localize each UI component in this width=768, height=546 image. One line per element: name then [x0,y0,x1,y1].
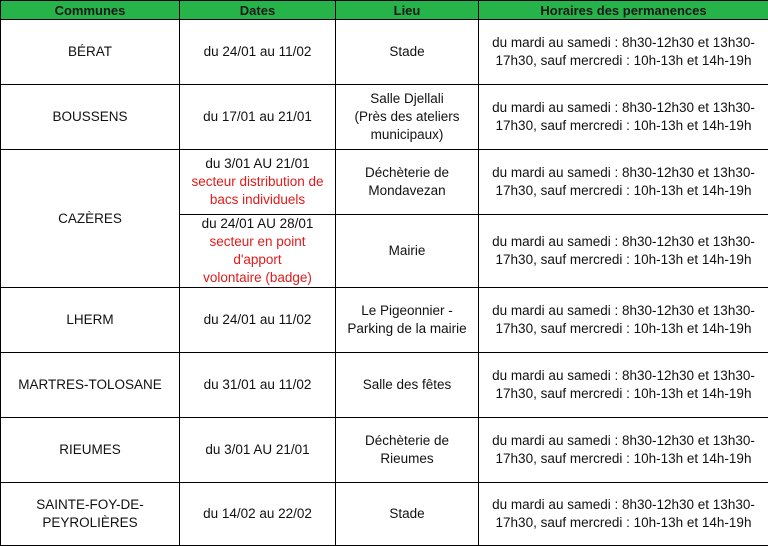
commune-cell: BOUSSENS [1,85,180,150]
horaires-line-2: 17h30, sauf mercredi : 10h-13h et 14h-19h [483,182,764,200]
commune-cell: BÉRAT [1,20,180,85]
dates-cell: du 17/01 au 21/01 [180,85,336,150]
horaires-cell [479,288,768,353]
lieu-line-1: Le Pigeonnier - [340,302,474,320]
horaires-cell [479,215,768,288]
dates-cell: du 24/01 au 11/02 [180,20,336,85]
table-row-sainte-foy-de-peyrolieres [1,483,768,546]
commune-cell: LHERM [1,288,180,353]
table-row-cazeres-a [1,150,768,215]
lieu-cell: Salle des fêtes [336,353,479,418]
horaires-line-1: du mardi au samedi : 8h30-12h30 et 13h30- [483,302,764,320]
lieu-line-2: Mondavezan [340,182,474,200]
commune-cell: CAZÈRES [1,150,180,288]
lieu-cell [336,150,479,215]
dates-cell: du 24/01 au 11/02 [180,288,336,353]
dates-cell: du 31/01 au 11/02 [180,353,336,418]
header-horaires: Horaires des permanences [479,1,768,20]
header-communes: Communes [1,1,180,20]
lieu-line-2: Parking de la mairie [340,320,474,338]
lieu-line-2: Rieumes [340,450,474,468]
horaires-line-2: 17h30, sauf mercredi : 10h-13h et 14h-19h [483,385,764,403]
lieu-cell: Mairie [336,215,479,288]
dates-text: du 24/01 AU 28/01 [184,215,331,233]
horaires-cell [479,483,768,546]
horaires-cell [479,418,768,483]
dates-cell: du 14/02 au 22/02 [180,483,336,546]
horaires-cell [479,150,768,215]
horaires-cell [479,353,768,418]
commune-cell: RIEUMES [1,418,180,483]
dates-cell [180,150,336,215]
commune-cell: MARTRES-TOLOSANE [1,353,180,418]
horaires-cell [479,20,768,85]
lieu-line-1: Déchèterie de [340,164,474,182]
secteur-note-line-1: secteur distribution de [184,173,331,191]
lieu-cell [336,418,479,483]
lieu-line-1: Salle Djellali [340,90,474,108]
commune-cell: SAINTE-FOY-DE-PEYROLIÈRES [1,483,180,546]
horaires-line-2: 17h30, sauf mercredi : 10h-13h et 14h-19h [483,52,764,70]
header-row [1,1,768,20]
horaires-line-2: 17h30, sauf mercredi : 10h-13h et 14h-19h [483,117,764,135]
lieu-cell [336,288,479,353]
horaires-line-1: du mardi au samedi : 8h30-12h30 et 13h30- [483,496,764,514]
horaires-line-1: du mardi au samedi : 8h30-12h30 et 13h30- [483,367,764,385]
dates-cell [180,215,336,288]
header-lieu: Lieu [336,1,479,20]
dates-cell: du 3/01 AU 21/01 [180,418,336,483]
lieu-line-2: (Près des ateliers [340,108,474,126]
horaires-line-1: du mardi au samedi : 8h30-12h30 et 13h30- [483,99,764,117]
horaires-line-2: 17h30, sauf mercredi : 10h-13h et 14h-19h [483,320,764,338]
horaires-cell [479,85,768,150]
horaires-line-2: 17h30, sauf mercredi : 10h-13h et 14h-19h [483,514,764,532]
horaires-line-1: du mardi au samedi : 8h30-12h30 et 13h30- [483,164,764,182]
lieu-cell: Stade [336,20,479,85]
horaires-line-1: du mardi au samedi : 8h30-12h30 et 13h30- [483,34,764,52]
table-row-lherm [1,288,768,353]
secteur-note-line-1: secteur en point d'apport [184,233,331,269]
table-row-rieumes [1,418,768,483]
lieu-line-3: municipaux) [340,126,474,144]
table-row-martres-tolosane [1,353,768,418]
horaires-line-1: du mardi au samedi : 8h30-12h30 et 13h30- [483,432,764,450]
horaires-line-2: 17h30, sauf mercredi : 10h-13h et 14h-19h [483,251,764,269]
horaires-line-1: du mardi au samedi : 8h30-12h30 et 13h30- [483,233,764,251]
secteur-note-line-2: bacs individuels [184,191,331,209]
dates-text: du 3/01 AU 21/01 [184,155,331,173]
lieu-cell: Stade [336,483,479,546]
lieu-cell [336,85,479,150]
horaires-line-2: 17h30, sauf mercredi : 10h-13h et 14h-19h [483,450,764,468]
secteur-note-line-2: volontaire (badge) [184,269,331,287]
table-row-boussens [1,85,768,150]
table-row-berat [1,20,768,85]
lieu-line-1: Déchèterie de [340,432,474,450]
header-dates: Dates [180,1,336,20]
